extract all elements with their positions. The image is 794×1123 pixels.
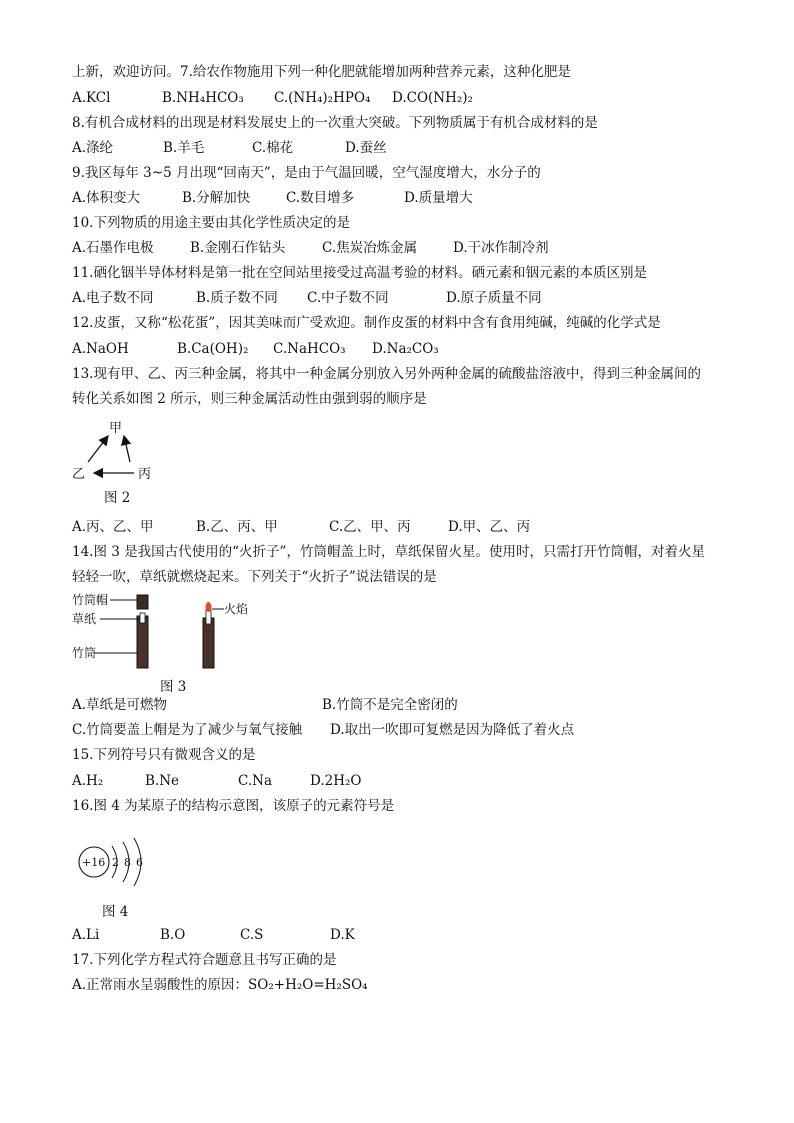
q10-option-b: B.金刚石作钻头: [190, 240, 286, 256]
q15-option-b: B.Ne: [145, 773, 180, 789]
question-11-stem: 11.硒化铟半导体材料是第一批在空间站里接受过高温考验的材料。硒元素和铟元素的本质区别是: [72, 265, 647, 281]
question-13-stem-2: 转化关系如图 2 所示，则三种金属活动性由强到弱的顺序是: [72, 391, 427, 407]
question-10-stem: 10.下列物质的用途主要由其化学性质决定的是: [72, 215, 350, 231]
q11-option-d: D.原子质量不同: [446, 290, 542, 306]
arrow-yi-to-jia: [88, 436, 108, 462]
figure-4-atom-diagram: [72, 838, 162, 888]
paper-left: [140, 613, 145, 623]
q16-option-a: A.Li: [72, 927, 100, 943]
q9-option-b: B.分解加快: [182, 190, 251, 206]
q13-option-d: D.甲、乙、丙: [448, 519, 531, 535]
q11-option-a: A.电子数不同: [72, 290, 154, 306]
q11-option-b: B.质子数不同: [196, 290, 278, 306]
paper-right: [206, 610, 211, 624]
figure-2-caption: 图 2: [104, 490, 131, 506]
bamboo-tube-left: [137, 616, 148, 668]
q16-option-c: C.S: [240, 927, 264, 943]
figure-3-caption: 图 3: [160, 679, 187, 695]
q15-option-a: A.H₂: [72, 773, 104, 789]
question-17-stem: 17.下列化学方程式符合题意且书写正确的是: [72, 952, 337, 968]
q12-option-b: B.Ca(OH)₂: [177, 341, 249, 357]
question-15-stem: 15.下列符号只有微观含义的是: [72, 747, 256, 763]
q14-option-d: D.取出一吹即可复燃是因为降低了着火点: [330, 722, 575, 738]
q12-option-a: A.NaOH: [72, 341, 129, 357]
bamboo-tube-right: [203, 618, 214, 668]
q7-option-a: A.KCl: [72, 90, 111, 106]
q13-option-c: C.乙、甲、丙: [329, 519, 411, 535]
q13-option-b: B.乙、丙、甲: [196, 519, 278, 535]
q8-option-c: C.棉花: [252, 140, 294, 156]
q15-option-d: D.2H₂O: [310, 773, 362, 789]
nucleus-charge: +16: [82, 856, 106, 869]
shell-1-electrons: 2: [112, 856, 119, 869]
q7-option-d: D.CO(NH₂)₂: [392, 90, 473, 106]
q11-option-c: C.中子数不同: [307, 290, 389, 306]
label-bamboo-tube: 竹筒: [72, 646, 97, 660]
q13-option-a: A.丙、乙、甲: [72, 519, 154, 535]
q12-option-d: D.Na₂CO₃: [372, 341, 439, 357]
label-flame: 火焰: [224, 602, 249, 616]
q14-option-b: B.竹筒不是完全密闭的: [322, 697, 458, 713]
q8-option-a: A.涤纶: [72, 140, 114, 156]
question-12-stem: 12.皮蛋，又称“松花蛋”，因其美味而广受欢迎。制作皮蛋的材料中含有食用纯碱，纯碱的化学式是: [72, 315, 661, 331]
fig2-node-bing: 丙: [138, 467, 152, 482]
label-paper: 草纸: [72, 612, 97, 626]
question-8-stem: 8.有机合成材料的出现是材料发展史上的一次重大突破。下列物质属于有机合成材料的是: [72, 115, 598, 131]
question-14-stem-1: 14.图 3 是我国古代使用的“火折子”，竹筒帽盖上时，草纸保留火星。使用时，只需打开竹筒帽，对着火星: [72, 544, 705, 560]
q14-option-a: A.草纸是可燃物: [72, 697, 168, 713]
q14-option-c: C.竹筒要盖上帽是为了减少与氧气接触: [72, 722, 303, 738]
fig2-node-jia: 甲: [109, 421, 123, 436]
q16-option-d: D.K: [330, 927, 355, 943]
q16-option-b: B.O: [160, 927, 186, 943]
question-7-stem: 上新，欢迎访问。7.给农作物施用下列一种化肥就能增加两种营养元素，这种化肥是: [72, 64, 571, 80]
q8-option-b: B.羊毛: [163, 140, 205, 156]
q7-option-c: C.(NH₄)₂HPO₄: [274, 90, 371, 106]
q10-option-d: D.干冰作制冷剂: [453, 240, 549, 256]
figure-2-diagram: [72, 418, 172, 488]
question-16-stem: 16.图 4 为某原子的结构示意图，该原子的元素符号是: [72, 798, 395, 814]
q10-option-c: C.焦炭冶炼金属: [322, 240, 418, 256]
q9-option-a: A.体积变大: [72, 190, 141, 206]
q9-option-c: C.数目增多: [286, 190, 355, 206]
arrow-bing-to-jia: [124, 436, 130, 462]
question-13-stem-1: 13.现有甲、乙、丙三种金属，将其中一种金属分别放入另外两种金属的硫酸盐溶液中，得到三种金属间的: [72, 366, 701, 382]
shell-3-electrons: 6: [136, 856, 143, 869]
flame-icon: [206, 602, 212, 612]
shell-2-electrons: 8: [124, 856, 131, 869]
fig2-node-yi: 乙: [72, 467, 86, 482]
figure-4-caption: 图 4: [102, 904, 129, 920]
figure-3-diagram: [72, 590, 292, 674]
label-bamboo-cap: 竹筒帽: [72, 593, 109, 607]
question-14-stem-2: 轻轻一吹，草纸就燃烧起来。下列关于“火折子”说法错误的是: [72, 569, 437, 585]
q15-option-c: C.Na: [238, 773, 273, 789]
q8-option-d: D.蚕丝: [345, 140, 387, 156]
q17-option-a: A.正常雨水呈弱酸性的原因：SO₂+H₂O=H₂SO₄: [72, 977, 368, 993]
question-9-stem: 9.我区每年 3~5 月出现“回南天”，是由于气温回暖，空气湿度增大，水分子的: [72, 165, 541, 181]
q10-option-a: A.石墨作电极: [72, 240, 154, 256]
bamboo-cap: [137, 595, 148, 609]
q7-option-b: B.NH₄HCO₃: [162, 90, 244, 106]
q9-option-d: D.质量增大: [404, 190, 473, 206]
q12-option-c: C.NaHCO₃: [273, 341, 346, 357]
